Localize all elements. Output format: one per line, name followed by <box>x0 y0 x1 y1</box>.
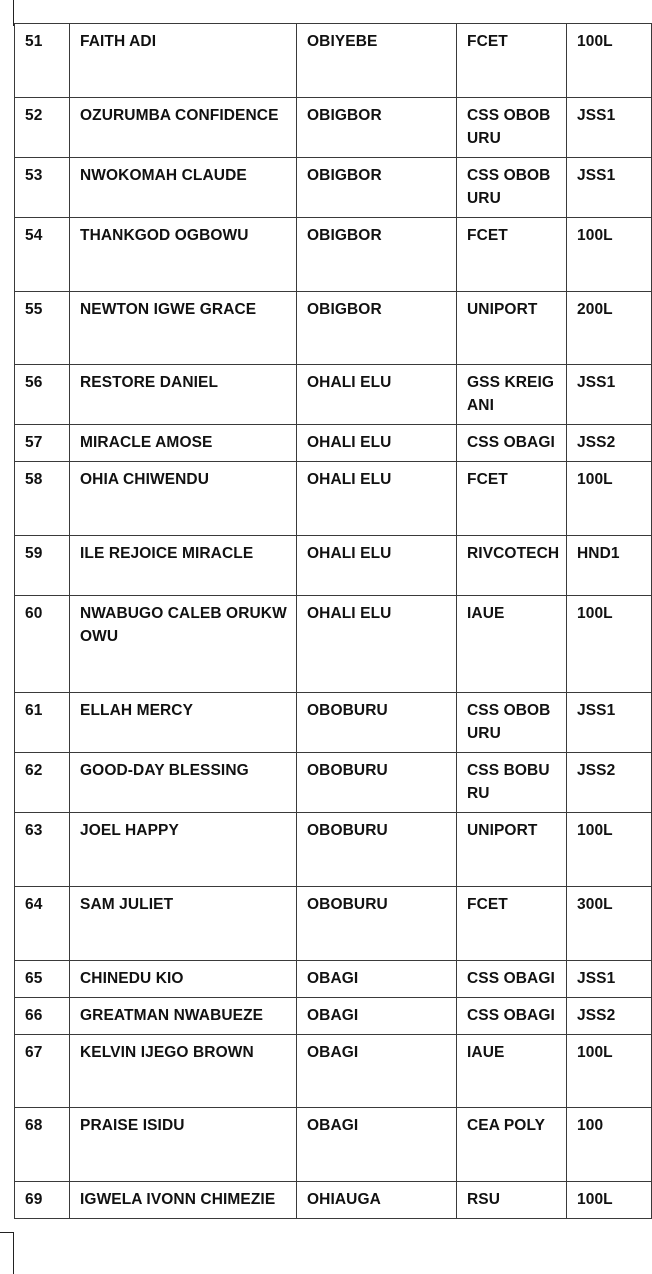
community-cell: OBIGBOR <box>297 98 457 158</box>
community-cell: OBAGI <box>297 961 457 998</box>
school-cell: IAUE <box>457 596 567 693</box>
table-row <box>15 292 652 365</box>
table-row <box>15 1108 652 1182</box>
serial-number-cell: 54 <box>15 218 70 292</box>
serial-number-cell: 52 <box>15 98 70 158</box>
serial-number-cell: 61 <box>15 693 70 753</box>
community-cell: OBAGI <box>297 998 457 1035</box>
table-body <box>15 24 652 1219</box>
table-row <box>15 98 652 158</box>
serial-number-cell: 62 <box>15 753 70 813</box>
page-edge-mark-bottom <box>13 1232 14 1274</box>
level-cell: JSS2 <box>567 753 652 813</box>
serial-number-cell: 63 <box>15 813 70 887</box>
serial-number-cell: 55 <box>15 292 70 365</box>
table-row <box>15 961 652 998</box>
community-cell: OBAGI <box>297 1035 457 1108</box>
name-cell: CHINEDU KIO <box>70 961 297 998</box>
community-cell: OBOBURU <box>297 693 457 753</box>
table-row <box>15 887 652 961</box>
level-cell: 300L <box>567 887 652 961</box>
school-cell: FCET <box>457 462 567 536</box>
school-cell: CSS OBAGI <box>457 961 567 998</box>
name-cell: GOOD-DAY BLESSING <box>70 753 297 813</box>
level-cell: 100L <box>567 1035 652 1108</box>
community-cell: OBOBURU <box>297 887 457 961</box>
community-cell: OHALI ELU <box>297 536 457 596</box>
school-cell: UNIPORT <box>457 813 567 887</box>
serial-number-cell: 68 <box>15 1108 70 1182</box>
level-cell: JSS2 <box>567 425 652 462</box>
level-cell: 200L <box>567 292 652 365</box>
name-cell: NWABUGO CALEB ORUKWOWU <box>70 596 297 693</box>
serial-number-cell: 58 <box>15 462 70 536</box>
community-cell: OHIAUGA <box>297 1182 457 1219</box>
level-cell: JSS1 <box>567 158 652 218</box>
serial-number-cell: 67 <box>15 1035 70 1108</box>
serial-number-cell: 59 <box>15 536 70 596</box>
level-cell: 100L <box>567 1182 652 1219</box>
table-row <box>15 536 652 596</box>
serial-number-cell: 69 <box>15 1182 70 1219</box>
beneficiaries-table <box>14 23 652 1219</box>
level-cell: 100L <box>567 596 652 693</box>
community-cell: OHALI ELU <box>297 425 457 462</box>
serial-number-cell: 56 <box>15 365 70 425</box>
name-cell: PRAISE ISIDU <box>70 1108 297 1182</box>
community-cell: OBIGBOR <box>297 292 457 365</box>
level-cell: 100L <box>567 462 652 536</box>
name-cell: OZURUMBA CONFIDENCE <box>70 98 297 158</box>
name-cell: SAM JULIET <box>70 887 297 961</box>
school-cell: CSS OBAGI <box>457 998 567 1035</box>
name-cell: KELVIN IJEGO BROWN <box>70 1035 297 1108</box>
table-row <box>15 596 652 693</box>
level-cell: 100 <box>567 1108 652 1182</box>
name-cell: NEWTON IGWE GRACE <box>70 292 297 365</box>
name-cell: GREATMAN NWABUEZE <box>70 998 297 1035</box>
school-cell: FCET <box>457 24 567 98</box>
level-cell: 100L <box>567 218 652 292</box>
community-cell: OBOBURU <box>297 753 457 813</box>
name-cell: IGWELA IVONN CHIMEZIE <box>70 1182 297 1219</box>
serial-number-cell: 57 <box>15 425 70 462</box>
serial-number-cell: 60 <box>15 596 70 693</box>
name-cell: FAITH ADI <box>70 24 297 98</box>
serial-number-cell: 53 <box>15 158 70 218</box>
table-row <box>15 365 652 425</box>
table-row <box>15 693 652 753</box>
community-cell: OHALI ELU <box>297 365 457 425</box>
level-cell: JSS1 <box>567 961 652 998</box>
school-cell: CSS BOBURU <box>457 753 567 813</box>
school-cell: CSS OBOBURU <box>457 158 567 218</box>
table-row <box>15 998 652 1035</box>
page-edge-mark-corner <box>0 1232 14 1233</box>
community-cell: OHALI ELU <box>297 462 457 536</box>
name-cell: RESTORE DANIEL <box>70 365 297 425</box>
community-cell: OBIYEBE <box>297 24 457 98</box>
school-cell: GSS KREIGANI <box>457 365 567 425</box>
level-cell: JSS1 <box>567 365 652 425</box>
name-cell: ELLAH MERCY <box>70 693 297 753</box>
school-cell: CEA POLY <box>457 1108 567 1182</box>
serial-number-cell: 51 <box>15 24 70 98</box>
name-cell: THANKGOD OGBOWU <box>70 218 297 292</box>
table-row <box>15 813 652 887</box>
level-cell: 100L <box>567 813 652 887</box>
table-row <box>15 218 652 292</box>
table-row <box>15 1182 652 1219</box>
serial-number-cell: 66 <box>15 998 70 1035</box>
name-cell: ILE REJOICE MIRACLE <box>70 536 297 596</box>
school-cell: RIVCOTECH <box>457 536 567 596</box>
school-cell: IAUE <box>457 1035 567 1108</box>
school-cell: RSU <box>457 1182 567 1219</box>
name-cell: OHIA CHIWENDU <box>70 462 297 536</box>
table-row <box>15 425 652 462</box>
name-cell: MIRACLE AMOSE <box>70 425 297 462</box>
school-cell: CSS OBAGI <box>457 425 567 462</box>
school-cell: CSS OBOBURU <box>457 693 567 753</box>
community-cell: OBAGI <box>297 1108 457 1182</box>
community-cell: OBIGBOR <box>297 158 457 218</box>
school-cell: FCET <box>457 218 567 292</box>
serial-number-cell: 65 <box>15 961 70 998</box>
level-cell: 100L <box>567 24 652 98</box>
table-row <box>15 158 652 218</box>
table-row <box>15 1035 652 1108</box>
table-row <box>15 753 652 813</box>
level-cell: JSS1 <box>567 693 652 753</box>
community-cell: OBIGBOR <box>297 218 457 292</box>
community-cell: OHALI ELU <box>297 596 457 693</box>
level-cell: JSS1 <box>567 98 652 158</box>
serial-number-cell: 64 <box>15 887 70 961</box>
table-row <box>15 462 652 536</box>
school-cell: FCET <box>457 887 567 961</box>
name-cell: JOEL HAPPY <box>70 813 297 887</box>
community-cell: OBOBURU <box>297 813 457 887</box>
name-cell: NWOKOMAH CLAUDE <box>70 158 297 218</box>
level-cell: JSS2 <box>567 998 652 1035</box>
school-cell: UNIPORT <box>457 292 567 365</box>
level-cell: HND1 <box>567 536 652 596</box>
table-row <box>15 24 652 98</box>
school-cell: CSS OBOBURU <box>457 98 567 158</box>
